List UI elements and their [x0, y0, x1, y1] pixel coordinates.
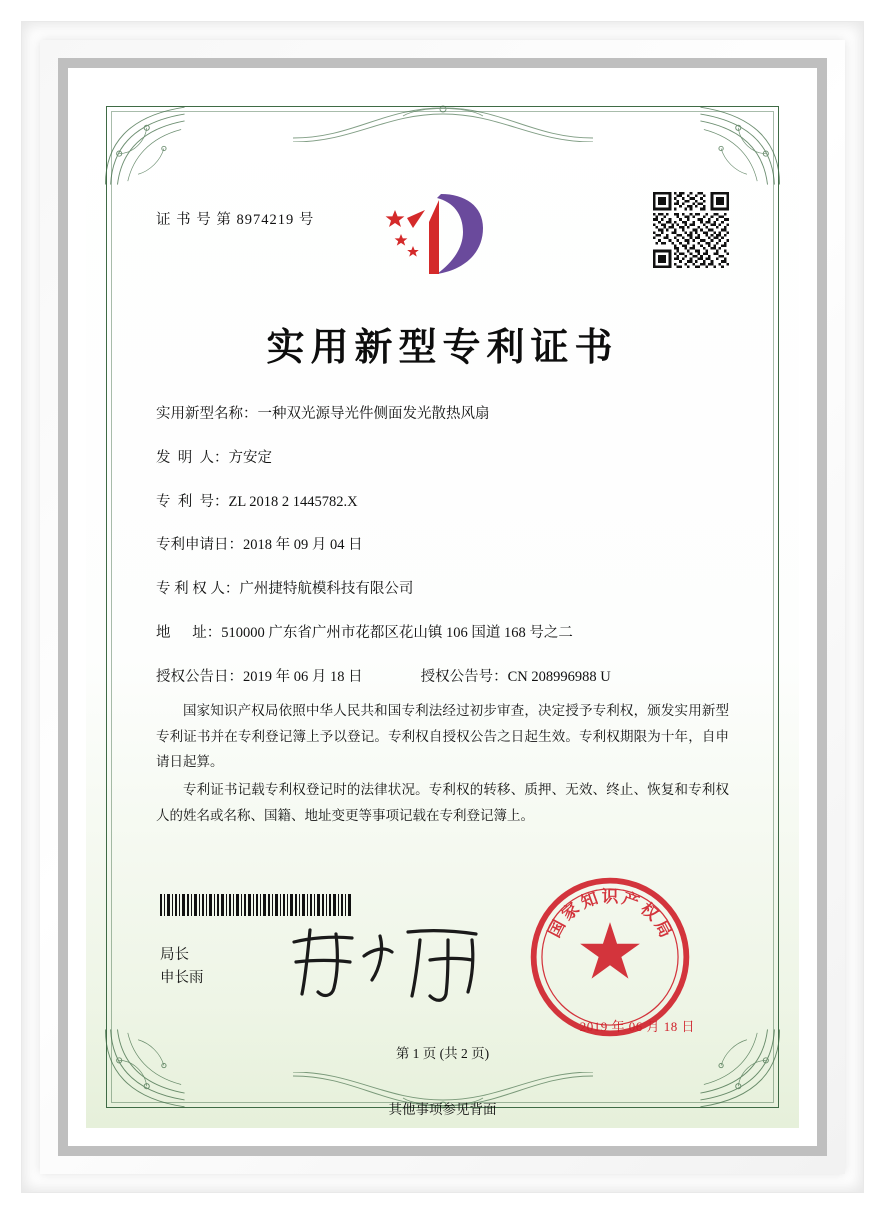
page-indicator: 第 1 页 (共 2 页)	[395, 1046, 490, 1061]
field-row-grant-announcement	[156, 667, 729, 689]
qr-code-icon	[653, 192, 729, 268]
signature-block	[160, 944, 204, 990]
field-row-inventor	[156, 448, 729, 470]
field-label: 发 明 人：	[156, 449, 229, 466]
page-title: 实用新型专利证书	[266, 327, 619, 369]
legal-paragraph-1: 国家知识产权局依照中华人民共和国专利法经过初步审查，决定授予专利权，颁发实用新型专利证书并在专利登记簿上予以登记。专利权自授权公告之日起生效。专利权期限为十年，自申请日起算。	[156, 703, 729, 770]
svg-text:产: 产	[619, 888, 642, 913]
svg-text:知: 知	[578, 888, 601, 913]
field-value-grant-number: CN 208996988 U	[507, 668, 611, 685]
svg-text:家: 家	[557, 898, 583, 925]
field-value: 2018 年 09 月 04 日	[243, 537, 363, 554]
field-value: 广州捷特航模科技有限公司	[239, 581, 414, 597]
field-label: 地 址：	[156, 624, 222, 641]
footnote: 其他事项参见背面	[388, 1102, 497, 1117]
field-label-grant-number: 授权公告号：	[420, 668, 508, 685]
field-label-grant-date: 授权公告日：	[156, 668, 243, 685]
field-label: 专 利 权 人：	[156, 581, 240, 597]
field-label: 专 利 号：	[156, 493, 229, 510]
field-value: 方安定	[228, 449, 272, 466]
field-row-patent-number	[156, 492, 729, 514]
field-row-patentee	[156, 579, 729, 601]
field-label: 专利申请日：	[156, 537, 243, 554]
svg-text:国: 国	[544, 916, 570, 941]
legal-paragraph-2: 专利证书记载专利权登记时的法律状况。专利权的转移、质押、无效、终止、恢复和专利权人的姓名或名称、国籍、地址变更等事项记载在专利登记簿上。	[156, 781, 729, 823]
field-row-utility-model-name	[156, 404, 729, 426]
field-row-application-date	[156, 535, 729, 557]
field-value-grant-date: 2019 年 06 月 18 日	[243, 668, 363, 685]
certificate-content	[130, 126, 755, 1096]
director-title-label: 局长	[160, 947, 189, 963]
seal-date: 2019 年 06 月 18 日	[579, 1019, 695, 1034]
svg-text:识: 识	[601, 887, 619, 907]
fields-list	[156, 404, 729, 710]
svg-text:局: 局	[650, 916, 676, 941]
svg-text:权: 权	[637, 898, 663, 925]
certificate-number: 证 书 号 第 8974219 号	[156, 212, 315, 228]
field-row-address	[156, 623, 729, 645]
field-value: 510000 广东省广州市花都区花山镇 106 国道 168 号之二	[221, 624, 573, 641]
certificate-sheet	[86, 86, 799, 1128]
barcode-icon	[160, 894, 360, 916]
field-value: 一种双光源导光件侧面发光散热风扇	[257, 406, 490, 422]
field-value: ZL 2018 2 1445782.X	[228, 493, 358, 510]
cnipa-logo-icon	[379, 188, 507, 280]
field-label: 实用新型名称：	[156, 406, 258, 422]
handwritten-signature-icon	[280, 916, 500, 1006]
legal-body-text	[156, 698, 729, 830]
director-name-label: 申长雨	[160, 970, 204, 987]
